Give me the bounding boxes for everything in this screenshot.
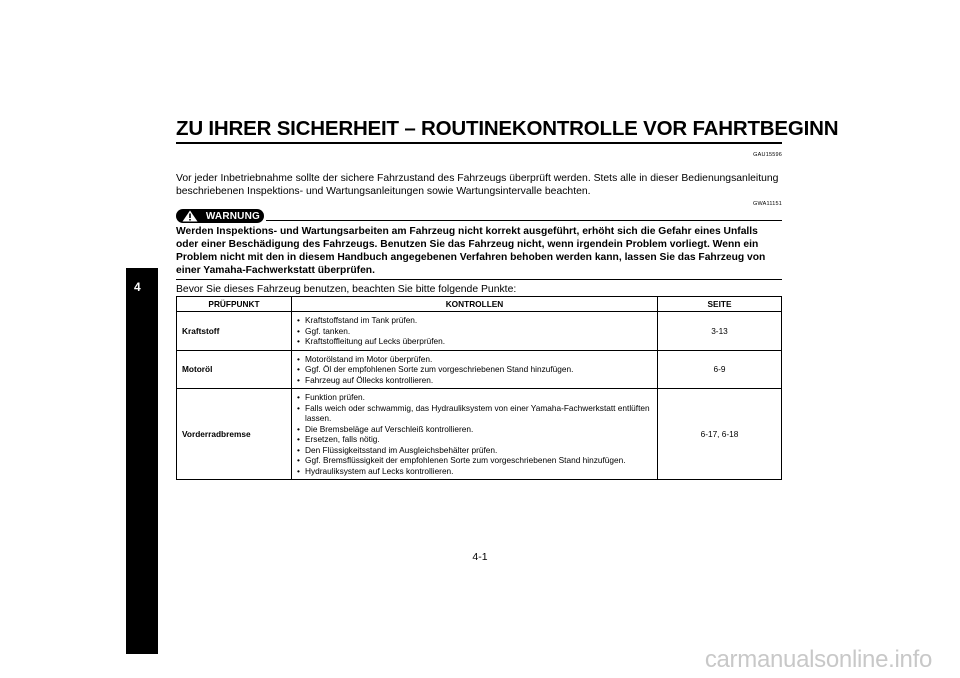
table-row: [177, 312, 782, 351]
before-use-text: Bevor Sie dieses Fahrzeug benutzen, beachten Sie bitte folgende Punkte:: [176, 284, 517, 295]
list-item: • Motorölstand im Motor überprüfen.: [297, 354, 652, 365]
list-item: • Ggf. Öl der empfohlenen Sorte zum vorgeschriebenen Stand hinzufügen.: [297, 364, 652, 375]
warning-code: GWA11151: [752, 201, 782, 207]
warning-label: WARNUNG: [205, 210, 260, 222]
row-checks: [292, 350, 658, 389]
list-item: • Falls weich oder schwammig, das Hydrauliksystem von einer Yamaha-Fachwerkstatt entlüften lassen.: [297, 403, 652, 424]
table-row: [177, 350, 782, 389]
row-page: 6-9: [658, 350, 782, 389]
header-page: SEITE: [658, 297, 782, 312]
list-item: • Ggf. tanken.: [297, 326, 652, 337]
table-row: [177, 389, 782, 480]
list-item: • Funktion prüfen.: [297, 392, 652, 403]
page-title: ZU IHRER SICHERHEIT – ROUTINEKONTROLLE VOR FAHRTBEGINN: [176, 117, 839, 140]
list-item: • Kraftstoffstand im Tank prüfen.: [297, 315, 652, 326]
list-item: • Den Flüssigkeitsstand im Ausgleichsbehälter prüfen.: [297, 445, 652, 456]
header-point: PRÜFPUNKT: [177, 297, 292, 312]
warning-bottom-rule: [176, 279, 782, 280]
title-rule: [176, 142, 782, 144]
warning-badge: [176, 209, 264, 223]
row-point: Vorderradbremse: [177, 389, 292, 480]
section-code: GAU15596: [753, 152, 782, 158]
row-checks: [292, 312, 658, 351]
chapter-tab: [126, 268, 158, 654]
list-item: • Ggf. Bremsflüssigkeit der empfohlenen Sorte zum vorgeschriebenen Stand hinzufügen.: [297, 455, 652, 466]
page-number: 4-1: [472, 551, 488, 563]
checklist-table: [176, 296, 782, 480]
chapter-number: 4: [134, 280, 141, 294]
header-checks: KONTROLLEN: [292, 297, 658, 312]
table-header-row: [177, 297, 782, 312]
list-item: • Hydrauliksystem auf Lecks kontrollieren.: [297, 466, 652, 477]
row-page: 3-13: [658, 312, 782, 351]
warning-triangle-icon: [182, 210, 198, 222]
row-checks: [292, 389, 658, 480]
warning-text: Werden Inspektions- und Wartungsarbeiten am Fahrzeug nicht korrekt ausgeführt, erhöht sich die Gefahr eines Unfalls oder einer Beschädigung des Fahrzeugs. Benutzen Sie das Fahrzeug nicht, wenn irgendein Problem vorliegt. Wenn ein Problem nicht mit den in diesem Handbuch angegebenen Verfahren behoben werden kann, lassen Sie das Fahrzeug von einer Yamaha-Fachwerkstatt überprüfen.: [176, 226, 766, 276]
row-point: Kraftstoff: [177, 312, 292, 351]
row-page: 6-17, 6-18: [658, 389, 782, 480]
list-item: • Ersetzen, falls nötig.: [297, 434, 652, 445]
row-point: Motoröl: [177, 350, 292, 389]
intro-paragraph: Vor jeder Inbetriebnahme sollte der sichere Fahrzustand des Fahrzeugs überprüft werden. Stets alle in dieser Bedienungsanleitung beschriebenen Inspektions- und Wartungsanleitungen sowie Wartungsintervalle beachten.: [176, 173, 779, 197]
list-item: • Kraftstoffleitung auf Lecks überprüfen.: [297, 336, 652, 347]
list-item: • Die Bremsbeläge auf Verschleiß kontrollieren.: [297, 424, 652, 435]
watermark: carmanualsonline.info: [704, 646, 932, 673]
warning-top-rule: [266, 220, 782, 221]
list-item: • Fahrzeug auf Öllecks kontrollieren.: [297, 375, 652, 386]
